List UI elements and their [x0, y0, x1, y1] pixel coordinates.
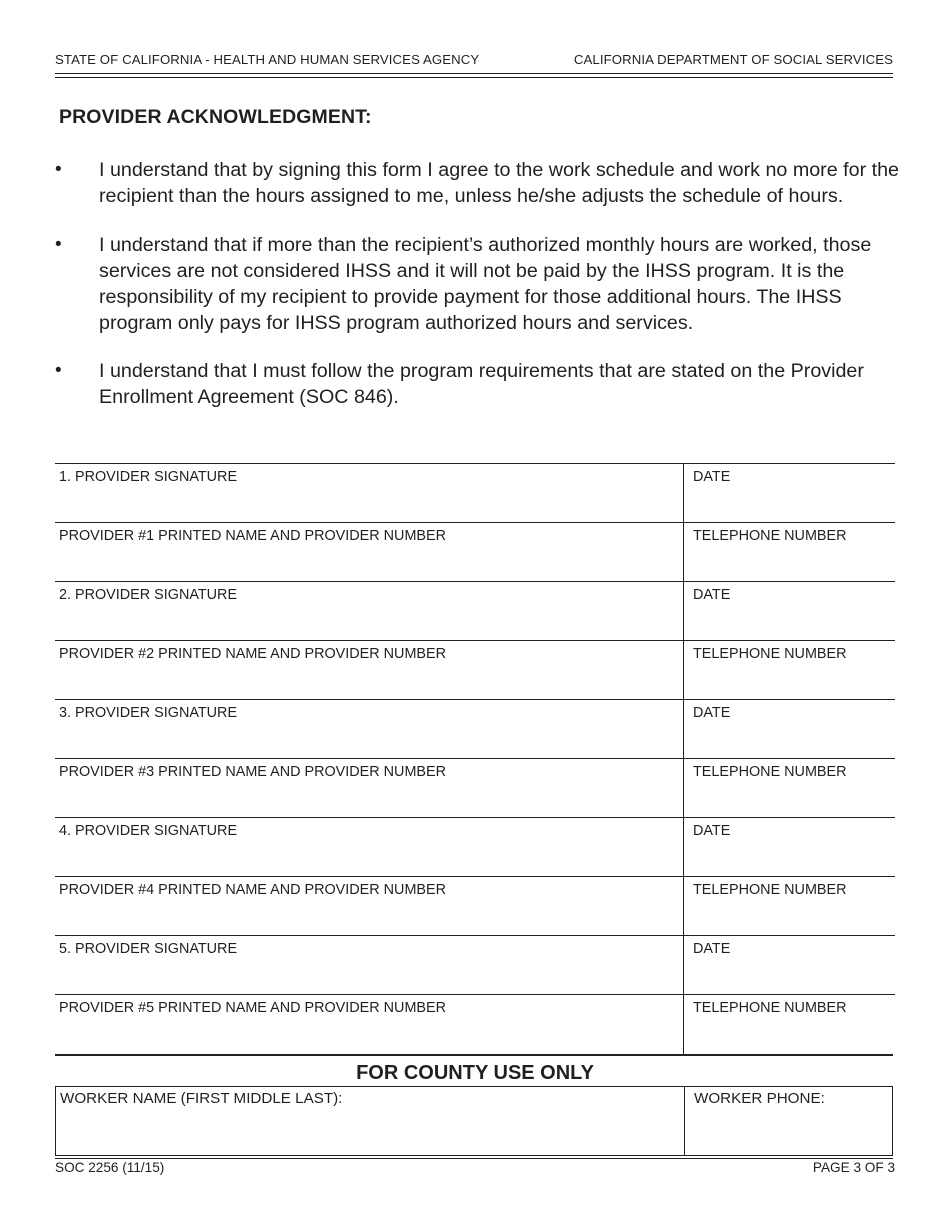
- bullet-icon: •: [55, 234, 62, 255]
- provider-2-name-row[interactable]: [55, 640, 895, 699]
- provider-5-name-row[interactable]: [55, 994, 895, 1053]
- table-bottom-rule: [55, 1054, 893, 1056]
- worker-name-field[interactable]: WORKER NAME (FIRST MIDDLE LAST):: [60, 1090, 343, 1107]
- county-use-title: FOR COUNTY USE ONLY: [356, 1062, 594, 1084]
- section-title: PROVIDER ACKNOWLEDGMENT:: [59, 106, 372, 128]
- bullet-icon: •: [55, 159, 62, 180]
- acknowledgment-item: [55, 157, 900, 209]
- worker-phone-field[interactable]: WORKER PHONE:: [694, 1090, 825, 1107]
- provider-5-name-label: PROVIDER #5 PRINTED NAME AND PROVIDER NUMBER: [59, 1000, 447, 1016]
- provider-3-name-row[interactable]: [55, 758, 895, 817]
- provider-4-phone-label: TELEPHONE NUMBER: [693, 882, 847, 898]
- bullet-icon: •: [55, 360, 62, 381]
- provider-3-name-label: PROVIDER #3 PRINTED NAME AND PROVIDER NUMBER: [59, 764, 447, 780]
- page-number: PAGE 3 OF 3: [812, 1160, 895, 1175]
- acknowledgment-text: I understand that by signing this form I agree to the work schedule and work no more for the recipient than the hours assigned to me, unless he/she adjusts the schedule of hours.: [99, 159, 899, 207]
- provider-5-date-label: DATE: [693, 941, 731, 957]
- provider-2-signature-label: 2. PROVIDER SIGNATURE: [59, 587, 238, 603]
- provider-5-phone-label: TELEPHONE NUMBER: [693, 1000, 847, 1016]
- provider-1-name-label: PROVIDER #1 PRINTED NAME AND PROVIDER NUMBER: [59, 528, 447, 544]
- provider-1-name-row[interactable]: [55, 522, 895, 581]
- provider-2-signature-row[interactable]: [55, 581, 895, 640]
- provider-2-phone-label: TELEPHONE NUMBER: [693, 646, 847, 662]
- provider-2-date-label: DATE: [693, 587, 731, 603]
- provider-3-signature-label: 3. PROVIDER SIGNATURE: [59, 705, 238, 721]
- provider-4-signature-label: 4. PROVIDER SIGNATURE: [59, 823, 238, 839]
- provider-4-signature-row[interactable]: [55, 817, 895, 876]
- county-box-divider: [684, 1087, 685, 1155]
- page-footer: [55, 1160, 895, 1175]
- acknowledgment-text: I understand that if more than the recipient’s authorized monthly hours are worked, those services are not considered IHSS and it will not be paid by the IHSS program. It is the responsibility of my recipient to provide payment for those additional hours. The IHSS program only pays for IHSS program authorized hours and services.: [99, 234, 872, 334]
- county-use-box: [55, 1086, 893, 1156]
- provider-1-signature-row[interactable]: [55, 463, 895, 522]
- header-rule-top: [55, 73, 893, 74]
- provider-3-phone-label: TELEPHONE NUMBER: [693, 764, 847, 780]
- acknowledgment-item: [55, 232, 900, 336]
- table-column-divider: [683, 463, 684, 1055]
- provider-3-signature-row[interactable]: [55, 699, 895, 758]
- acknowledgment-item: [55, 358, 900, 410]
- county-box-underline: [55, 1158, 893, 1159]
- department-name: CALIFORNIA DEPARTMENT OF SOCIAL SERVICES: [573, 52, 893, 67]
- provider-1-date-label: DATE: [693, 469, 731, 485]
- provider-4-name-row[interactable]: [55, 876, 895, 935]
- provider-2-name-label: PROVIDER #2 PRINTED NAME AND PROVIDER NUMBER: [59, 646, 447, 662]
- provider-5-signature-row[interactable]: [55, 935, 895, 994]
- acknowledgment-text: I understand that I must follow the program requirements that are stated on the Provider Enrollment Agreement (SOC 846).: [99, 360, 864, 408]
- provider-1-phone-label: TELEPHONE NUMBER: [693, 528, 847, 544]
- header-rule-bottom: [55, 77, 893, 78]
- agency-name: STATE OF CALIFORNIA - HEALTH AND HUMAN SERVICES AGENCY: [55, 52, 480, 67]
- provider-3-date-label: DATE: [693, 705, 731, 721]
- page-header: [55, 52, 893, 67]
- acknowledgment-list: [55, 157, 900, 433]
- provider-4-date-label: DATE: [693, 823, 731, 839]
- provider-4-name-label: PROVIDER #4 PRINTED NAME AND PROVIDER NUMBER: [59, 882, 447, 898]
- provider-5-signature-label: 5. PROVIDER SIGNATURE: [59, 941, 238, 957]
- provider-1-signature-label: 1. PROVIDER SIGNATURE: [59, 469, 238, 485]
- provider-signature-table: [55, 463, 895, 1053]
- form-id: SOC 2256 (11/15): [55, 1160, 165, 1175]
